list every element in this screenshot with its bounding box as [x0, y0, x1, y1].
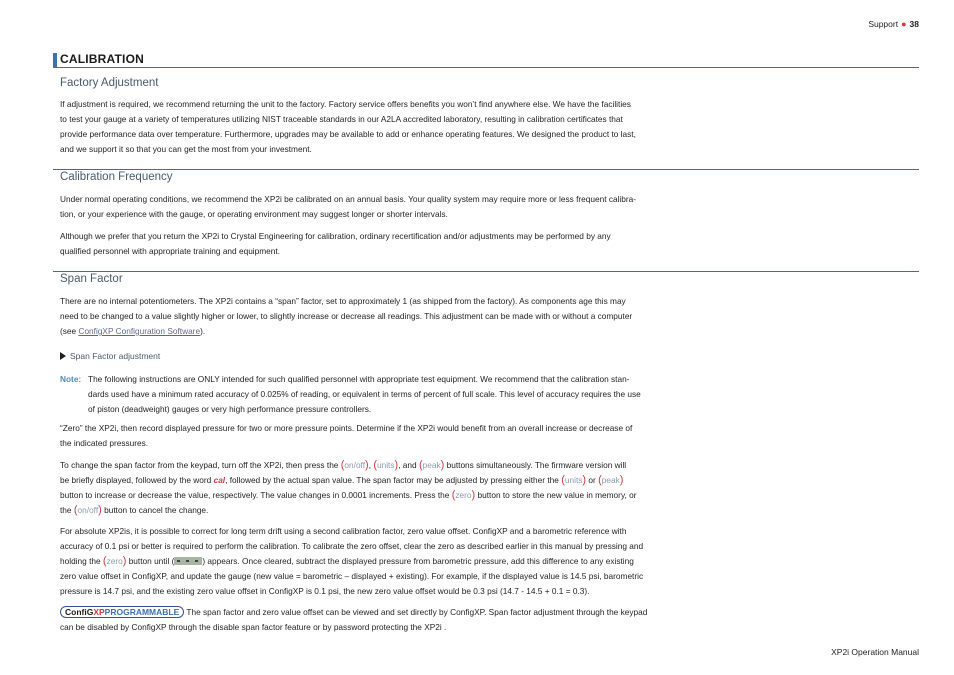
text-line: be briefly displayed, followed by the word cal, followed by the actual span value. The span factor may be adjusted by pressing either the (units) or (peak) — [60, 474, 624, 486]
text-fragment: button to store the new value in memory, or — [475, 490, 637, 500]
text-fragment: button to cancel the change. — [101, 505, 209, 515]
configxp-programmable-badge — [60, 606, 184, 618]
text-line: For absolute XP2is, it is possible to correct for long term drift using a second calibration factor, zero value offset. ConfigXP and a barometric reference with — [60, 526, 627, 536]
bullet-label: Span Factor adjustment — [70, 351, 161, 361]
text-line: of piston (deadweight) gauges or very high performance pressure controllers. — [88, 404, 372, 414]
text-line: To change the span factor from the keypad, turn off the XP2i, then press the (on/off), (units), and (peak) buttons simultaneously. The firmware version will — [60, 459, 627, 471]
page-header — [868, 19, 919, 29]
text-line: Under normal operating conditions, we recommend the XP2i be calibrated on an annual basis. Your quality system may require more or less frequent calibra- — [60, 194, 637, 204]
text-line: tion, or your experience with the gauge, or operating environment may suggest longer or shorter intervals. — [60, 209, 448, 219]
text-line: need to be changed to a value slightly higher or lower, to slightly increase or decrease all readings. This adjustment can be made with or without a computer — [60, 311, 633, 321]
keypad-paragraph — [60, 458, 705, 518]
key-units: units — [376, 460, 395, 470]
frequency-paragraph-1 — [60, 192, 705, 222]
text-fragment: or — [586, 475, 599, 485]
text-line — [60, 605, 705, 620]
text-line: the indicated pressures. — [60, 438, 149, 448]
factory-paragraph — [60, 97, 705, 157]
key-zero: zero — [455, 490, 472, 500]
page-footer: XP2i Operation Manual — [831, 647, 919, 657]
text-line: “Zero” the XP2i, then record displayed pressure for two or more pressure points. Determine if the XP2i would benefit from an overall increase or decrease of — [60, 423, 633, 433]
text-fragment: be briefly displayed, followed by the word — [60, 475, 214, 485]
key-on-off: on/off — [77, 505, 99, 515]
text-line: Although we prefer that you return the XP2i to Crystal Engineering for calibration, ordinary recertification and/or adjustments may be performed by any — [60, 231, 611, 241]
page-number: 38 — [909, 19, 919, 29]
text-line: provide performance data over temperature. Furthermore, upgrades may be available to add or enhance operating features. We designed the product to last, — [60, 129, 636, 139]
key-zero: zero — [106, 556, 123, 566]
bullet-dot-icon: ● — [901, 19, 907, 29]
text-line: accuracy of 0.1 psi or better is required to perform the calibration. To calibrate the zero offset, clear the zero as described earlier in this manual by pressing and — [60, 541, 644, 551]
heading-calibration-frequency: Calibration Frequency — [60, 171, 173, 183]
absolute-paragraph — [60, 524, 710, 599]
text-line: If adjustment is required, we recommend returning the unit to the factory. Factory service offers benefits you won’t find anywhere else. We have the facilities — [60, 99, 631, 109]
span-factor-adjustment-toggle[interactable] — [60, 351, 160, 361]
text-line: qualified personnel with appropriate training and equipment. — [60, 246, 281, 256]
text-fragment: , and — [398, 460, 419, 470]
text-fragment: buttons simultaneously. The firmware version will — [444, 460, 627, 470]
text-fragment: , — [368, 460, 374, 470]
heading-span-factor: Span Factor — [60, 273, 123, 285]
frequency-paragraph-2 — [60, 229, 705, 259]
text-fragment: The span factor and zero value offset can be viewed and set directly by ConfigXP. Span factor adjustment through the keypad — [184, 607, 648, 617]
text-fragment: To change the span factor from the keypad, turn off the XP2i, then press the — [60, 460, 341, 470]
badge-text: PROGRAMMABLE — [104, 607, 180, 617]
text-fragment: ). — [200, 326, 206, 336]
badge-text: XP — [93, 607, 105, 617]
text-fragment: holding the — [60, 556, 103, 566]
section-title — [53, 52, 919, 68]
triangle-right-icon — [60, 352, 66, 360]
configxp-software-link[interactable]: ConfigXP Configuration Software — [78, 326, 201, 336]
cal-word: cal — [213, 475, 226, 485]
header-section: Support — [868, 19, 899, 29]
badge-text: ConfiG — [65, 607, 94, 617]
key-on-off: on/off — [344, 460, 366, 470]
heading-factory-adjustment: Factory Adjustment — [60, 77, 159, 89]
zero-paragraph — [60, 421, 705, 451]
text-line: the (on/off) button to cancel the change. — [60, 504, 209, 516]
note-block — [60, 372, 700, 417]
key-peak: peak — [601, 475, 620, 485]
text-line: button to increase or decrease the value, respectively. The value changes in 0.0001 increments. Press the (zero) button to store the new value in memory, or — [60, 489, 637, 501]
section-divider — [53, 169, 919, 170]
section-divider — [53, 271, 919, 272]
text-line: pressure is 14.7 psi, and the existing zero value offset in ConfigXP is 0.1 psi, the new zero value offset would be 0.3 psi (14.7 - 14.5 + 0.1 = 0.3). — [60, 586, 590, 596]
text-line: dards used have a minimum rated accuracy of 0.025% of reading, or equivalent in terms of percent of full scale. This level of accuracy requires the use — [88, 389, 641, 399]
text-line: can be disabled by ConfigXP through the disable span factor feature or by password protecting the XP2i . — [60, 622, 447, 632]
text-fragment: , followed by the actual span value. The span factor may be adjusted by pressing either the — [225, 475, 562, 485]
text-fragment: ) appears. Once cleared, subtract the displayed pressure from barometric pressure, add this difference to any existing — [202, 556, 634, 566]
text-line: There are no internal potentiometers. The XP2i contains a “span” factor, set to approximately 1 (as shipped from the factory). As components age this may — [60, 296, 626, 306]
page-title: CALIBRATION — [60, 52, 144, 66]
text-fragment: button until ( — [126, 556, 175, 566]
text-fragment: the — [60, 505, 74, 515]
text-line — [60, 324, 705, 339]
text-fragment: (see — [60, 326, 79, 336]
text-line: to test your gauge at a variety of temperatures utilizing NIST traceable standards in our A2LA accredited laboratory, resulting in calibration certificates that — [60, 114, 623, 124]
configxp-paragraph — [60, 605, 705, 635]
key-peak: peak — [422, 460, 441, 470]
text-line: zero value offset in ConfigXP, and update the gauge (new value = barometric – displayed + existing). For example, if the displayed value is 14.5 psi, barometric — [60, 571, 644, 581]
lcd-dashes-icon — [174, 557, 202, 565]
text-fragment: button to increase or decrease the value, respectively. The value changes in 0.0001 increments. Press the — [60, 490, 452, 500]
text-line: and we support it so that you can get the most from your investment. — [60, 144, 312, 154]
title-accent-bar — [53, 53, 57, 67]
note-label: Note: — [60, 374, 82, 384]
span-intro-paragraph — [60, 294, 705, 339]
text-line: holding the (zero) button until ( ) appears. Once cleared, subtract the displayed pressure from barometric pressure, add this difference to any existing — [60, 555, 634, 567]
text-line: The following instructions are ONLY intended for such qualified personnel with appropriate test equipment. We recommend that the calibration stan- — [88, 374, 630, 384]
key-units: units — [564, 475, 583, 485]
